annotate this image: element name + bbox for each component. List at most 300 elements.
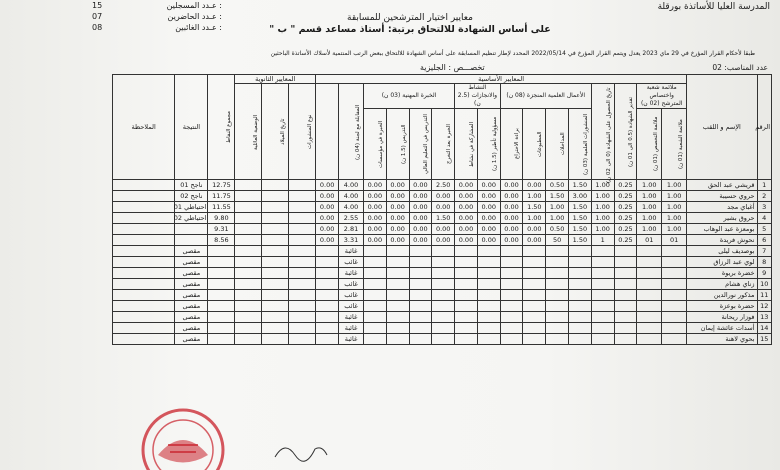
th-name: الإسم و اللقب	[687, 75, 757, 180]
score-cell	[637, 257, 662, 268]
table-row	[113, 224, 772, 235]
score-cell	[316, 279, 339, 290]
score-cell	[569, 246, 592, 257]
score-cell	[316, 268, 339, 279]
result-cell: مقصى	[175, 268, 208, 279]
score-cell	[386, 312, 409, 323]
row-number: 10	[757, 279, 772, 290]
score-cell: 1	[591, 235, 614, 246]
score-cell: 50	[546, 235, 569, 246]
score-cell	[614, 323, 637, 334]
score-cell	[455, 290, 478, 301]
candidate-name: مذكور نورالدين	[687, 290, 757, 301]
total-cell	[208, 279, 235, 290]
candidate-name: بوصديف ليلى	[687, 246, 757, 257]
score-cell	[455, 257, 478, 268]
score-cell: 2.55	[339, 213, 364, 224]
secondary-cell	[262, 301, 289, 312]
score-cell	[455, 279, 478, 290]
score-cell	[614, 301, 637, 312]
score-cell: 0.25	[614, 235, 637, 246]
absence-status: غائبة	[339, 312, 364, 323]
result-cell: احتياطي 01	[173, 203, 207, 211]
score-cell: 0.00	[316, 202, 339, 213]
score-cell: 3.00	[569, 191, 592, 202]
table-row	[113, 202, 772, 213]
secondary-cell	[235, 323, 262, 334]
table-row	[113, 246, 772, 257]
remarks-cell	[113, 235, 175, 246]
table-row	[113, 268, 772, 279]
score-cell: 1.00	[591, 213, 614, 224]
remarks-cell	[113, 334, 175, 345]
score-cell: 0.00	[386, 191, 409, 202]
th-basic-criteria: المعايير الأساسية	[316, 75, 687, 84]
remarks-cell	[113, 202, 175, 213]
score-cell: 0.00	[477, 224, 500, 235]
secondary-cell	[235, 235, 262, 246]
secondary-cell	[235, 224, 262, 235]
score-cell: 0.00	[363, 202, 386, 213]
score-cell	[569, 334, 592, 345]
score-cell	[523, 279, 546, 290]
score-cell	[569, 323, 592, 334]
score-cell	[477, 279, 500, 290]
score-cell	[432, 279, 455, 290]
score-cell: 01	[637, 235, 662, 246]
result-cell: مقصى	[175, 312, 208, 323]
score-cell	[409, 268, 432, 279]
score-cell	[363, 246, 386, 257]
score-cell: 1.50	[569, 213, 592, 224]
score-cell	[409, 323, 432, 334]
score-cell	[637, 246, 662, 257]
score-cell: 0.00	[316, 235, 339, 246]
row-number: 7	[757, 246, 772, 257]
candidate-name: بومعزة عبد الوهاب	[687, 224, 757, 235]
secondary-cell	[235, 180, 262, 191]
score-cell	[363, 290, 386, 301]
total-cell	[208, 290, 235, 301]
score-cell: 0.00	[477, 213, 500, 224]
score-cell	[455, 301, 478, 312]
score-cell: 1.50	[569, 180, 592, 191]
score-cell	[432, 257, 455, 268]
score-cell: 0.00	[386, 235, 409, 246]
total-cell: 11.55	[208, 202, 235, 213]
score-cell	[614, 279, 637, 290]
score-cell	[386, 301, 409, 312]
candidate-name: قريشي عبد الحق	[687, 180, 757, 191]
row-number: 6	[757, 235, 772, 246]
remarks-cell	[113, 312, 175, 323]
secondary-cell	[289, 235, 316, 246]
th-exp-d: الخبرة في مؤسسات	[363, 109, 386, 180]
score-cell	[523, 323, 546, 334]
row-number: 4	[757, 213, 772, 224]
score-cell: 0.25	[614, 202, 637, 213]
table-row	[113, 290, 772, 301]
row-number: 15	[757, 334, 772, 345]
score-cell	[409, 257, 432, 268]
score-cell	[591, 246, 614, 257]
th-date: تاريخ الحصول على الشهادة (0 الى 02 ن)	[591, 84, 614, 180]
score-cell: 0.00	[500, 213, 523, 224]
secondary-cell	[289, 323, 316, 334]
secondary-cell	[289, 334, 316, 345]
score-cell: 0.00	[386, 213, 409, 224]
table-row	[113, 301, 772, 312]
score-cell	[363, 312, 386, 323]
table-row	[113, 213, 772, 224]
candidate-name: حضرة بوعزة	[687, 301, 757, 312]
secondary-cell	[262, 224, 289, 235]
score-cell	[386, 323, 409, 334]
total-cell: 12.75	[208, 180, 235, 191]
remarks-cell	[113, 268, 175, 279]
candidate-name: حروي حسيبة	[687, 191, 757, 202]
score-cell	[662, 279, 687, 290]
score-cell: 3.31	[339, 235, 364, 246]
secondary-cell	[235, 191, 262, 202]
row-number: 14	[757, 323, 772, 334]
score-cell	[386, 290, 409, 301]
score-cell: 0.00	[409, 191, 432, 202]
row-number: 9	[757, 268, 772, 279]
candidate-name: زناي هشام	[687, 279, 757, 290]
total-cell: 11.75	[208, 191, 235, 202]
score-cell: 0.00	[386, 180, 409, 191]
th-works-c: المطبوعات	[523, 109, 546, 180]
score-cell	[500, 257, 523, 268]
attendance-counts	[92, 0, 222, 33]
total-cell	[208, 257, 235, 268]
score-cell	[455, 323, 478, 334]
result-cell: مقصى	[175, 334, 208, 345]
secondary-cell	[235, 312, 262, 323]
score-cell	[432, 334, 455, 345]
score-cell: 1.00	[591, 224, 614, 235]
th-exp-c: التدريس (1.5 ن)	[386, 109, 409, 180]
candidate-name: لوي عبد الرزاق	[687, 257, 757, 268]
absence-status: غائبة	[339, 334, 364, 345]
score-cell: 1.00	[523, 191, 546, 202]
table-group-header	[113, 75, 772, 84]
row-number: 11	[757, 290, 772, 301]
table-row	[113, 191, 772, 202]
secondary-cell	[289, 213, 316, 224]
score-cell	[363, 334, 386, 345]
score-cell: 0.00	[363, 180, 386, 191]
score-cell	[500, 312, 523, 323]
th-remarks: الملاحظة	[113, 75, 175, 180]
score-cell: 1.00	[662, 191, 687, 202]
table-row	[113, 180, 772, 191]
score-cell	[614, 334, 637, 345]
score-cell: 0.00	[500, 235, 523, 246]
candidate-name: أسدات عائشة إيمان	[687, 323, 757, 334]
remarks-cell	[113, 246, 175, 257]
score-cell: 1.00	[591, 180, 614, 191]
remarks-cell	[113, 279, 175, 290]
score-cell	[637, 279, 662, 290]
count-present: 07 عـدد الحاضرين :	[92, 12, 222, 21]
score-cell: 0.00	[455, 235, 478, 246]
score-cell	[523, 246, 546, 257]
score-cell: 0.50	[546, 224, 569, 235]
score-cell	[523, 257, 546, 268]
score-cell: 0.00	[316, 191, 339, 202]
score-cell: 0.00	[409, 213, 432, 224]
score-cell	[409, 290, 432, 301]
score-cell	[500, 301, 523, 312]
secondary-cell	[289, 312, 316, 323]
score-cell	[316, 323, 339, 334]
score-cell	[546, 268, 569, 279]
score-cell	[432, 246, 455, 257]
score-cell	[662, 257, 687, 268]
total-cell	[208, 268, 235, 279]
score-cell: 1.00	[637, 191, 662, 202]
score-cell	[409, 246, 432, 257]
score-cell	[546, 334, 569, 345]
row-number: 12	[757, 301, 772, 312]
th-activity: النشاط والانجازات (2.5 ن)	[455, 84, 501, 109]
th-secondary-b: تاريخ الميلاد	[262, 84, 289, 180]
table-body	[113, 180, 772, 345]
score-cell	[500, 323, 523, 334]
th-exp-a: الخبرة بعد التخرج	[432, 109, 455, 180]
row-number: 1	[757, 180, 772, 191]
candidate-name: خضرة بريوة	[687, 268, 757, 279]
secondary-cell	[289, 257, 316, 268]
secondary-cell	[262, 334, 289, 345]
total-cell	[208, 334, 235, 345]
th-total: مجموع النقاط	[208, 75, 235, 180]
title-line-1: معايير اختيار المترشحين للمسابقة	[347, 13, 473, 23]
score-cell	[432, 301, 455, 312]
score-cell: 0.00	[316, 180, 339, 191]
score-cell	[662, 268, 687, 279]
result-cell	[175, 235, 208, 246]
score-cell: 1.50	[546, 191, 569, 202]
score-cell	[316, 246, 339, 257]
score-cell	[637, 301, 662, 312]
score-cell: 0.00	[455, 180, 478, 191]
score-cell: 0.00	[477, 202, 500, 213]
secondary-cell	[289, 246, 316, 257]
score-cell	[662, 246, 687, 257]
row-number: 13	[757, 312, 772, 323]
score-cell	[591, 334, 614, 345]
posts-count: عدد المناصب: 02	[712, 63, 768, 72]
score-cell: 0.00	[523, 235, 546, 246]
score-cell	[662, 301, 687, 312]
secondary-cell	[262, 323, 289, 334]
absence-status: غائبة	[339, 323, 364, 334]
secondary-cell	[235, 279, 262, 290]
score-cell	[546, 279, 569, 290]
score-cell: 0.00	[477, 235, 500, 246]
secondary-cell	[235, 334, 262, 345]
institution-name: المدرسة العليا للأساتذة بورقلة	[657, 2, 770, 12]
candidate-name: فوزار ريحانة	[687, 312, 757, 323]
score-cell	[569, 312, 592, 323]
total-cell: 8.56	[208, 235, 235, 246]
score-cell	[386, 334, 409, 345]
secondary-cell	[235, 301, 262, 312]
specialty-label: تخصـــص : الجليزية	[420, 63, 485, 72]
score-cell: 2.50	[432, 180, 455, 191]
score-cell: 0.00	[432, 191, 455, 202]
candidate-name: أغباي مجد	[687, 202, 757, 213]
score-cell: 0.25	[614, 191, 637, 202]
result-cell: مقصى	[175, 301, 208, 312]
score-cell	[316, 301, 339, 312]
score-cell	[477, 334, 500, 345]
th-secondary-c: الوضعية العائلية	[235, 84, 262, 180]
score-cell	[477, 246, 500, 257]
score-cell	[455, 334, 478, 345]
score-cell	[363, 268, 386, 279]
score-cell	[637, 334, 662, 345]
score-cell	[363, 301, 386, 312]
score-cell: 0.00	[500, 224, 523, 235]
score-cell: 0.00	[363, 224, 386, 235]
score-cell: 0.00	[409, 224, 432, 235]
score-cell	[316, 290, 339, 301]
secondary-cell	[235, 246, 262, 257]
document-title	[240, 12, 580, 36]
score-cell	[523, 268, 546, 279]
secondary-cell	[235, 202, 262, 213]
secondary-cell	[262, 213, 289, 224]
row-number: 5	[757, 224, 772, 235]
official-stamp	[128, 400, 238, 470]
score-cell	[477, 268, 500, 279]
score-cell	[546, 323, 569, 334]
score-cell	[363, 279, 386, 290]
result-cell: ناجح 02	[175, 191, 208, 202]
score-cell	[591, 290, 614, 301]
title-line-2: على أساس الشهادة للالتحاق برتبة: أستاذ مساعد قسم " ب "	[269, 24, 551, 35]
score-cell: 4.00	[339, 191, 364, 202]
score-cell	[591, 268, 614, 279]
score-cell: 0.00	[477, 180, 500, 191]
secondary-cell	[262, 202, 289, 213]
score-cell: 0.25	[614, 180, 637, 191]
score-cell: 0.50	[546, 180, 569, 191]
score-cell: 1.50	[523, 202, 546, 213]
th-exp-b: التدريس في التعليم العالي	[409, 109, 432, 180]
th-match-a: ملائمة الشعبة (01 ن)	[662, 109, 687, 180]
score-cell: 0.00	[432, 235, 455, 246]
score-cell: 0.00	[477, 191, 500, 202]
score-cell: 0.00	[363, 191, 386, 202]
count-absent: 08 عـدد الغائبين :	[92, 23, 222, 32]
score-cell: 0.00	[316, 224, 339, 235]
score-cell	[662, 323, 687, 334]
score-cell	[316, 334, 339, 345]
score-cell	[546, 257, 569, 268]
score-cell	[614, 257, 637, 268]
score-cell	[500, 279, 523, 290]
absence-status: غائب	[339, 301, 364, 312]
secondary-cell	[289, 290, 316, 301]
score-cell	[662, 312, 687, 323]
score-cell	[432, 290, 455, 301]
th-interview: المقابلة مع لجنة (04 ن)	[339, 84, 364, 180]
score-cell	[569, 290, 592, 301]
score-cell	[500, 246, 523, 257]
remarks-cell	[113, 224, 175, 235]
score-cell	[614, 312, 637, 323]
score-cell	[386, 268, 409, 279]
score-cell	[386, 246, 409, 257]
score-cell: 0.00	[455, 191, 478, 202]
row-number: 2	[757, 191, 772, 202]
score-cell: 01	[662, 235, 687, 246]
score-cell	[477, 312, 500, 323]
score-cell: 0.00	[432, 202, 455, 213]
score-cell	[569, 257, 592, 268]
score-cell	[386, 279, 409, 290]
score-cell: 1.00	[591, 191, 614, 202]
th-works-b: المداخلات	[546, 109, 569, 180]
score-cell: 0.25	[614, 213, 637, 224]
candidate-name: نحوش فريدة	[687, 235, 757, 246]
score-cell	[455, 268, 478, 279]
score-cell	[614, 268, 637, 279]
score-cell	[591, 279, 614, 290]
score-cell	[569, 268, 592, 279]
score-cell	[662, 290, 687, 301]
score-cell	[363, 257, 386, 268]
score-cell	[432, 323, 455, 334]
score-cell	[523, 334, 546, 345]
score-cell: 0.00	[455, 202, 478, 213]
total-cell: 9.80	[208, 213, 235, 224]
absence-status: غائبة	[339, 268, 364, 279]
score-cell: 4.00	[339, 180, 364, 191]
score-cell: 0.25	[614, 224, 637, 235]
absence-status: غائب	[339, 279, 364, 290]
score-cell: 0.00	[523, 224, 546, 235]
score-cell: 0.00	[500, 202, 523, 213]
remarks-cell	[113, 301, 175, 312]
result-cell: مقصى	[175, 246, 208, 257]
score-cell	[409, 312, 432, 323]
score-cell: 0.00	[500, 180, 523, 191]
candidate-name: حروق بشير	[687, 213, 757, 224]
absence-status: غائب	[339, 290, 364, 301]
score-cell	[500, 334, 523, 345]
result-cell: مقصى	[175, 290, 208, 301]
score-cell	[546, 246, 569, 257]
score-cell: 1.00	[662, 180, 687, 191]
row-number: 3	[757, 202, 772, 213]
score-cell	[546, 312, 569, 323]
score-cell	[523, 301, 546, 312]
th-extra	[316, 84, 339, 180]
score-cell: 0.00	[386, 202, 409, 213]
score-cell	[455, 246, 478, 257]
score-cell: 1.00	[546, 202, 569, 213]
score-cell: 2.81	[339, 224, 364, 235]
secondary-cell	[289, 301, 316, 312]
secondary-cell	[289, 224, 316, 235]
score-cell: 1.00	[662, 202, 687, 213]
